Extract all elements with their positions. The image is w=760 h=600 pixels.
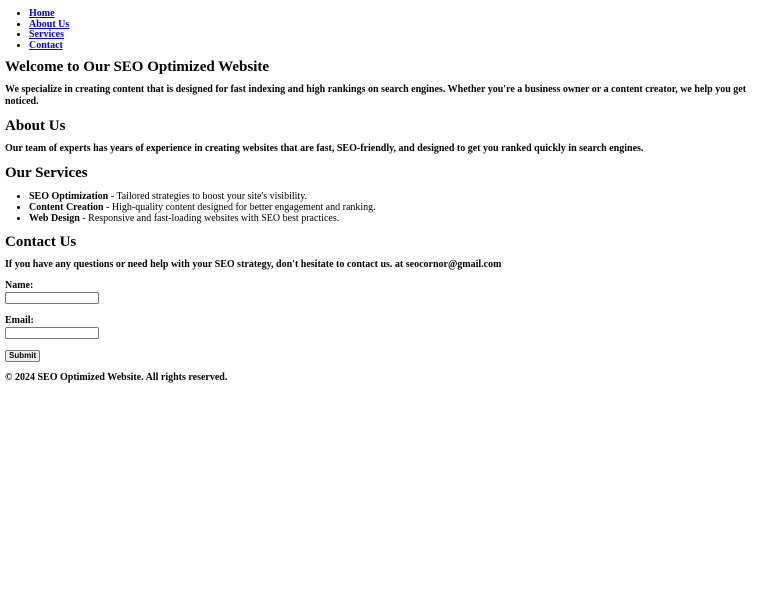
email-label: Email: xyxy=(5,315,34,327)
hero-text: We specialize in creating content that is designed for fast indexing and high rankings on search engines. Whether you're a business owner or a content creator, we help you get noticed. xyxy=(5,84,747,108)
nav-link-contact[interactable]: Contact xyxy=(29,39,63,51)
email-input[interactable] xyxy=(5,327,99,339)
form-spacer xyxy=(5,304,755,315)
contact-text: If you have any questions or need help with your SEO strategy, don't hesitate to contact us. at seocornor@gmail.com xyxy=(5,259,502,271)
service-desc: - Tailored strategies to boost your site's visibility. xyxy=(108,191,308,203)
service-desc: - High-quality content designed for better engagement and ranking. xyxy=(103,201,376,213)
nav-link-home[interactable]: Home xyxy=(29,8,55,19)
main-nav xyxy=(5,9,755,51)
hero-section xyxy=(5,58,755,108)
nav-link-about[interactable]: About Us xyxy=(29,18,70,30)
service-desc: - Responsive and fast-loading websites with SEO best practices. xyxy=(79,212,340,224)
nav-link-services[interactable]: Services xyxy=(29,29,64,41)
name-input[interactable] xyxy=(5,292,99,304)
service-name: SEO Optimization xyxy=(29,191,109,203)
footer xyxy=(5,372,755,384)
services-list xyxy=(5,192,755,224)
nav-item-services xyxy=(29,30,755,41)
page-title: Welcome to Our SEO Optimized Website xyxy=(5,59,270,76)
submit-button[interactable]: Submit xyxy=(5,350,40,362)
contact-heading: Contact Us xyxy=(5,234,77,251)
contact-form xyxy=(5,280,755,362)
service-item xyxy=(29,214,755,225)
nav-item-contact xyxy=(29,41,755,52)
services-heading: Our Services xyxy=(5,165,88,182)
service-name: Content Creation xyxy=(29,201,104,213)
footer-text: © 2024 SEO Optimized Website. All rights reserved. xyxy=(5,372,228,384)
about-section xyxy=(5,117,755,155)
services-section xyxy=(5,164,755,224)
nav-item-about xyxy=(29,20,755,31)
about-heading: About Us xyxy=(5,118,66,135)
name-label: Name: xyxy=(5,280,34,292)
about-text: Our team of experts has years of experience in creating websites that are fast, SEO-friendly, and designed to get you ranked quickly in search engines. xyxy=(5,143,644,155)
contact-section xyxy=(5,233,755,362)
nav-list xyxy=(5,9,755,51)
nav-item-home xyxy=(29,9,755,20)
service-name: Web Design xyxy=(29,212,80,224)
